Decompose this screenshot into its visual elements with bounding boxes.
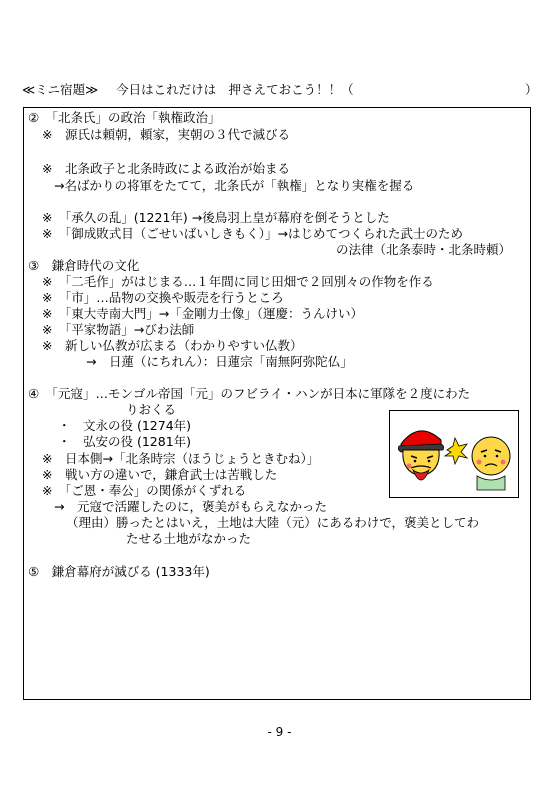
section-3-line-6: → 日蓮（にちれん）：日蓮宗「南無阿弥陀仏」	[86, 354, 353, 369]
page-number: - 9 -	[267, 725, 292, 739]
section-3-line-4: ※ 「平家物語」→びわ法師	[42, 322, 195, 337]
section-4-line-6: → 元寇で活躍したのに，褒美がもらえなかった	[54, 499, 327, 514]
section-3-heading: ③ 鎌倉時代の文化	[28, 258, 140, 273]
homework-title: ≪ミニ宿題≫	[22, 82, 99, 97]
section-4-line-5: ※ 「ご恩・奉公」の関係がくずれる	[42, 483, 247, 498]
section-3-line-1: ※ 「二毛作」がはじまる…１年間に同じ田畑で２回別々の作物を作る	[42, 274, 434, 289]
section-2-line-4: ※ 「承久の乱」(1221年) →後鳥羽上皇が幕府を倒そうとした	[42, 210, 390, 225]
section-5-heading: ⑤ 鎌倉幕府が滅びる (1333年)	[28, 564, 210, 579]
section-3-line-2: ※ 「市」…品物の交換や販売を行うところ	[42, 290, 284, 305]
section-3-line-5: ※ 新しい仏教が広まる（わかりやすい仏教）	[42, 338, 303, 353]
homework-header	[22, 80, 542, 98]
section-4-line-7: （理由）勝ったとはいえ，土地は大陸（元）にあるわけで，褒美としてわ	[66, 515, 480, 530]
section-4-line-2: ・ 弘安の役 (1281年)	[58, 434, 192, 449]
section-4-line-3: ※ 日本側→「北条時宗（ほうじょうときむね）」	[42, 451, 320, 466]
section-4-line-4: ※ 戦い方の違いで，鎌倉武士は苦戦した	[42, 467, 278, 482]
section-2-line-3: →名ばかりの将軍をたてて，北条氏が「執権」となり実権を握る	[54, 178, 415, 193]
section-4-line-8: たせる土地がなかった	[126, 531, 252, 546]
answer-blank-close: ）	[525, 82, 538, 97]
content-box	[23, 107, 531, 700]
homework-prompt: 今日はこれだけは 押さえておこう！！（	[116, 82, 354, 97]
section-4-heading-cont: りおくる	[126, 402, 177, 417]
mongol-vs-samurai-illustration	[389, 410, 519, 498]
section-2-line-5: ※ 「御成敗式目（ごせいばいしきもく）」→はじめてつくられた武士のため	[42, 226, 463, 241]
section-2-heading: ② 「北条氏」の政治「執権政治」	[28, 110, 221, 125]
section-2-line-2: ※ 北条政子と北条時政による政治が始まる	[42, 161, 290, 176]
section-4-heading: ④ 「元寇」…モンゴル帝国「元」のフビライ・ハンが日本に軍隊を２度にわた	[28, 386, 471, 401]
section-4-line-1: ・ 文永の役 (1274年)	[58, 418, 192, 433]
section-2-line-1: ※ 源氏は頼朝，頼家，実朝の３代で滅びる	[42, 127, 290, 142]
section-2-line-6: の法律（北条泰時・北条時頼）	[336, 242, 512, 257]
japanese-figure	[472, 437, 510, 490]
section-3-line-3: ※ 「東大寺南大門」→「金剛力士像」（運慶：うんけい）	[42, 306, 363, 321]
